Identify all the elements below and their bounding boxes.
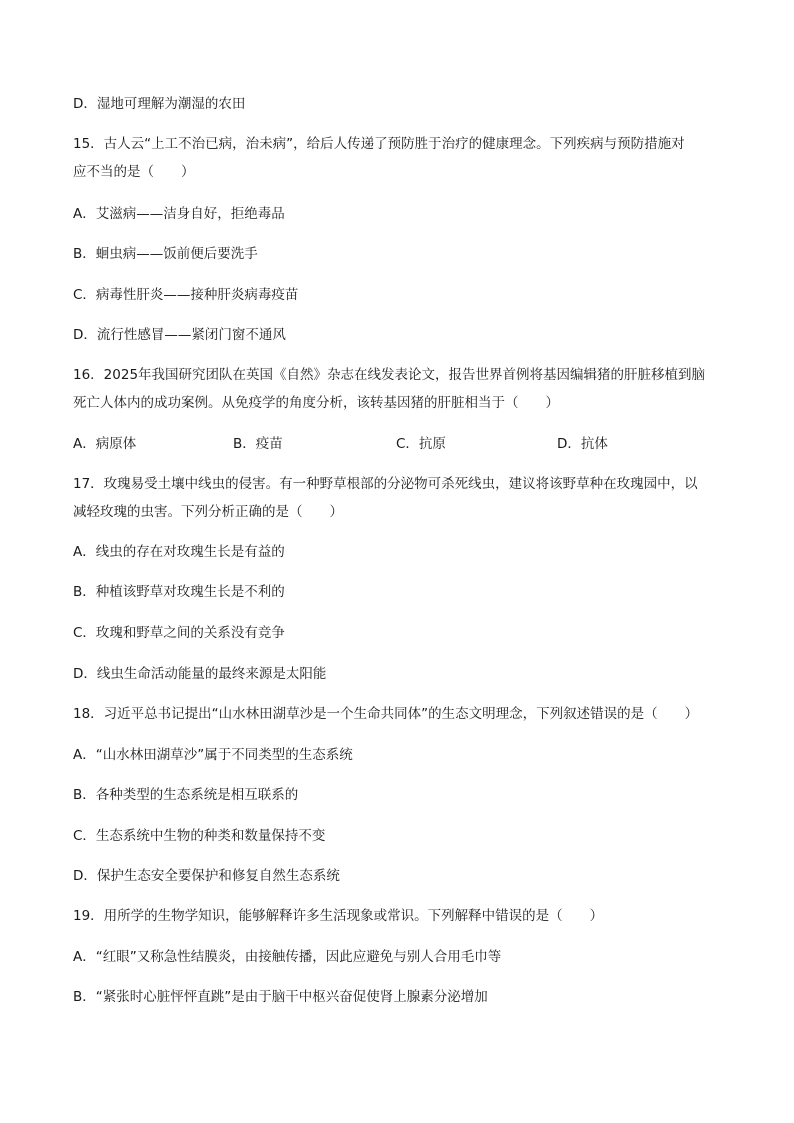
q16-option-c: C．抗原 bbox=[396, 436, 446, 452]
q16-option-b: B．疫苗 bbox=[233, 436, 283, 452]
q17-option-d: D．线虫生命活动能量的最终来源是太阳能 bbox=[73, 666, 327, 682]
q16-option-d: D．抗体 bbox=[557, 436, 608, 452]
q19-stem-line-1: 19．用所学的生物学知识，能够解释许多生活现象或常识。下列解释中错误的是（ ） bbox=[73, 908, 604, 924]
q15-option-d: D．流行性感冒——紧闭门窗不通风 bbox=[73, 327, 286, 343]
q16-stem-line-2: 死亡人体内的成功案例。从免疫学的角度分析，该转基因猪的肝脏相当于（ ） bbox=[73, 395, 559, 411]
q16-stem-line-1: 16．2025年我国研究团队在英国《自然》杂志在线发表论文，报告世界首例将基因编辑猪的肝脏移植到脑 bbox=[73, 367, 706, 383]
q15-stem-line-2: 应不当的是（ ） bbox=[73, 164, 195, 180]
q17-option-b: B．种植该野草对玫瑰生长是不利的 bbox=[73, 584, 285, 600]
q16-options-row bbox=[73, 434, 733, 454]
q15-option-b: B．蛔虫病——饭前便后要洗手 bbox=[73, 246, 258, 262]
q17-stem-line-1: 17．玫瑰易受土壤中线虫的侵害。有一种野草根部的分泌物可杀死线虫，建议将该野草种在玫瑰园中，以 bbox=[73, 476, 698, 492]
q18-option-a: A．“山水林田湖草沙”属于不同类型的生态系统 bbox=[73, 747, 353, 763]
q17-stem-line-2: 减轻玫瑰的虫害。下列分析正确的是（ ） bbox=[73, 504, 343, 520]
q15-option-a: A．艾滋病——洁身自好，拒绝毒品 bbox=[73, 206, 285, 222]
q18-option-c: C．生态系统中生物的种类和数量保持不变 bbox=[73, 828, 326, 844]
q18-option-b: B．各种类型的生态系统是相互联系的 bbox=[73, 787, 299, 803]
q19-option-b: B．“紧张时心脏怦怦直跳”是由于脑干中枢兴奋促使肾上腺素分泌增加 bbox=[73, 989, 488, 1005]
q18-option-d: D．保护生态安全要保护和修复自然生态系统 bbox=[73, 868, 340, 884]
q18-stem-line-1: 18．习近平总书记提出“山水林田湖草沙是一个生命共同体”的生态文明理念，下列叙述错误的是（ ） bbox=[73, 706, 699, 722]
q17-option-a: A．线虫的存在对玫瑰生长是有益的 bbox=[73, 544, 285, 560]
q15-option-c: C．病毒性肝炎——接种肝炎病毒疫苗 bbox=[73, 287, 299, 303]
q19-option-a: A．“红眼”又称急性结膜炎，由接触传播，因此应避免与别人合用毛巾等 bbox=[73, 949, 502, 965]
q16-option-a: A．病原体 bbox=[73, 436, 137, 452]
q14-option-d: D．湿地可理解为潮湿的农田 bbox=[73, 96, 246, 112]
q15-stem-line-1: 15．古人云“上工不治已病，治未病”，给后人传递了预防胜于治疗的健康理念。下列疾病与预防措施对 bbox=[73, 136, 685, 152]
q17-option-c: C．玫瑰和野草之间的关系没有竞争 bbox=[73, 625, 285, 641]
